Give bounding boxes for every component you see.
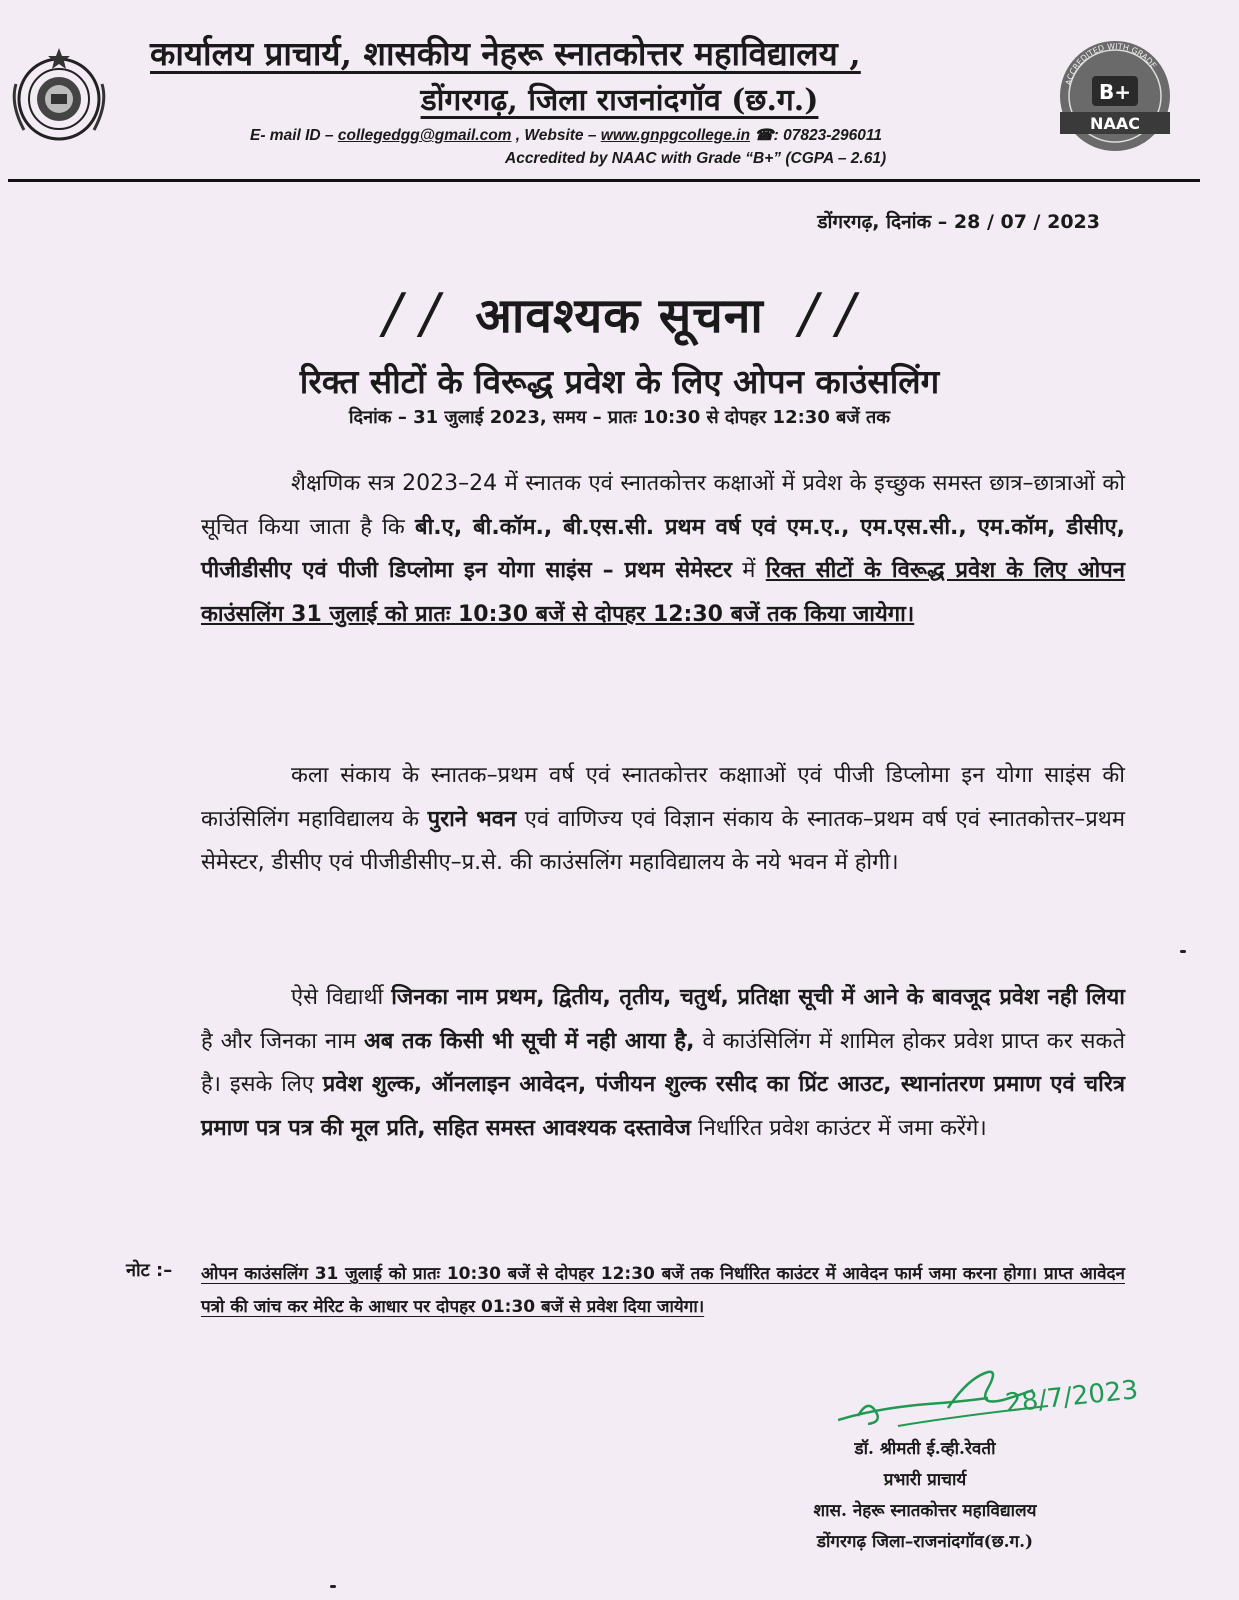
document-date: डोंगरगढ़, दिनांक – 28 / 07 / 2023 <box>817 211 1100 233</box>
para3-documents: प्रवेश शुल्क, ऑनलाइन आवेदन, पंजीयन शुल्क रसीद का प्रिंट आउट, स्थानांतरण प्रमाण एवं चरित्र प्रमाण पत्र पत्र की मूल प्रति, सहित समस्त आवश्यक दस्तावेज <box>201 1072 1125 1141</box>
para3-bold-2: अब तक किसी भी सूची में नही आया है, <box>363 1028 695 1054</box>
handwritten-date: 28/7/2023 <box>1003 1375 1140 1419</box>
para3-text-3: वे काउंसिलिंग में शामिल होकर प्रवेश प्राप्त कर सकते है। इसके लिए <box>201 1028 1125 1097</box>
signatory-name: डॉ. श्रीमती ई.व्ही.रेवती <box>854 1439 996 1459</box>
email-label: E- mail ID – <box>250 127 338 144</box>
signatory-designation: प्रभारी प्राचार्य <box>883 1470 967 1490</box>
counseling-timing: दिनांक – 31 जुलाई 2023, समय – प्रातः 10:30 से दोपहर 12:30 बजें तक <box>348 407 891 428</box>
para3-text-2: है और जिनका नाम <box>201 1028 364 1054</box>
para2-text-2: एवं वाणिज्य एवं विज्ञान संकाय के स्नातक–प्रथम वर्ष एवं स्नातकोत्तर–प्रथम सेमेस्टर, डीसीए एवं पीजीडीसीए–प्र.से. की काउंसलिंग महाविद्यालय के नये भवन में होगी। <box>201 806 1126 875</box>
note-text: ओपन काउंसलिंग 31 जुलाई को प्रातः 10:30 बजें से दोपहर 12:30 बजें तक निर्धारित काउंटर में आवेदन फार्म जमा करना होगा। प्राप्त आवेदन पत्रो की जांच कर मेरिट के आधार पर दोपहर 01:30 बजें से प्रवेश दिया जायेगा। <box>201 1264 1125 1317</box>
notice-subtitle: रिक्त सीटों के विरूद्ध प्रवेश के लिए ओपन काउंसलिंग <box>299 362 940 401</box>
header-location-line: डोंगरगढ़, जिला राजनांदगॉव (छ.ग.) <box>420 83 819 118</box>
accreditation-line: Accredited by NAAC with Grade “B+” (CGPA – 2.61) <box>505 150 887 167</box>
phone-number: ☎: 07823-296011 <box>750 127 882 144</box>
title-suffix: / / <box>799 282 856 345</box>
signatory-institution: शास. नेहरू स्नातकोत्तर महाविद्यालय <box>813 1501 1037 1521</box>
scan-speck <box>1180 950 1186 953</box>
paragraph-eligibility-info <box>201 976 1125 1150</box>
note-label: नोट :– <box>126 1260 173 1281</box>
paragraph-venue-info <box>201 754 1125 885</box>
paragraph-admission-info <box>201 462 1125 636</box>
naac-ring-text: ACCREDITED WITH GRADE <box>1063 41 1159 87</box>
header-contact-line <box>250 126 1010 145</box>
website-link[interactable]: www.gnpgcollege.in <box>600 127 751 144</box>
signatory-block <box>760 1434 1090 1558</box>
header-divider <box>8 179 1200 182</box>
para2-old-building: पुराने भवन <box>427 806 517 832</box>
para3-bold-1: जिनका नाम प्रथम, द्वितीय, तृतीय, चतुर्थ, प्रतिक्षा सूची में आने के बावजूद प्रवेश नही लिया <box>391 985 1125 1010</box>
para1-schedule: रिक्त सीटों के विरूद्ध प्रवेश के लिए ओपन काउंसलिंग 31 जुलाई को प्रातः 10:30 बजें से दोपहर 12:30 बजें तक किया जायेगा। <box>201 558 1125 627</box>
title-prefix: / / <box>383 282 440 345</box>
para2-text-1: कला संकाय के स्नातक–प्रथम वर्ष एवं स्नातकोत्तर कक्षााओं एवं पीजी डिप्लोमा इन योगा साइंस की काउंसिलिंग महाविद्यालय के <box>201 763 1125 832</box>
para1-text-2: में <box>732 558 766 583</box>
para1-text-1: शैक्षणिक सत्र 2023–24 में स्नातक एवं स्नातकोत्तर कक्षाओं में प्रवेश के इच्छुक समस्त छात्र–छात्राओं को सूचित किया जाता है कि <box>201 471 1125 540</box>
naac-grade: B+ <box>1098 80 1132 104</box>
signatory-location: डोंगरगढ़ जिला–राजनांदगॉव(छ.ग.) <box>816 1532 1034 1552</box>
notice-title <box>0 282 1239 347</box>
header-office-line: कार्यालय प्राचार्य, शासकीय नेहरू स्नातकोत्तर महाविद्यालय , <box>150 34 861 73</box>
scan-speck <box>330 1585 336 1588</box>
naac-label: NAAC <box>1090 114 1140 133</box>
para1-courses: बी.ए, बी.कॉम., बी.एस.सी. प्रथम वर्ष एवं एम.ए., एम.एस.सी., एम.कॉम, डीसीए, पीजीडीसीए एवं पीजी डिप्लोमा इन योगा साइंस – प्रथम सेमेस्टर <box>201 514 1125 583</box>
naac-badge-logo <box>1040 34 1190 154</box>
para3-text-4: निर्धारित प्रवेश काउंटर में जमा करेंगे। <box>690 1115 987 1141</box>
website-label: , Website – <box>511 127 601 144</box>
para3-text-1: ऐसे विद्यार्थी <box>291 985 392 1010</box>
email-link[interactable]: collegedgg@gmail.com <box>337 127 512 144</box>
title-text: आवश्यक सूचना <box>475 288 764 344</box>
